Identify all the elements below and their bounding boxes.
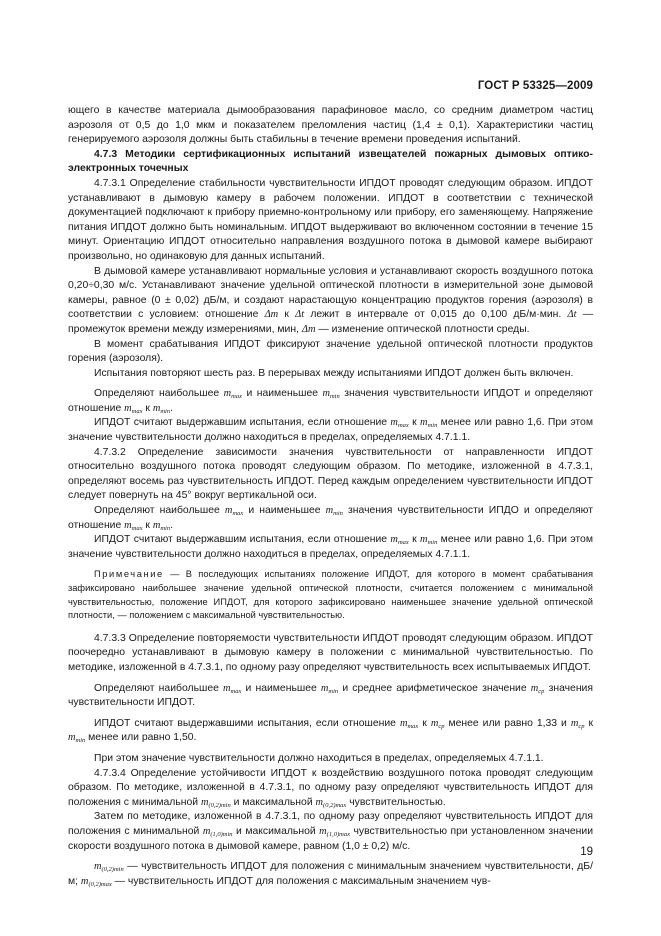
subscript: ср: [438, 722, 445, 730]
subscript: min: [427, 422, 438, 430]
formula-m: [201, 797, 231, 808]
formula-m: [400, 718, 418, 729]
text-run: — промежуток времени между измерениями, мин,: [68, 309, 594, 335]
symbol: m: [124, 519, 132, 531]
formula-m: [68, 732, 85, 743]
subscript: min: [160, 407, 171, 415]
symbol: m: [152, 402, 161, 414]
symbol: m: [80, 875, 89, 887]
formula-m: [571, 718, 585, 729]
symbol: m: [94, 861, 102, 873]
standard-header: ГОСТ Р 53325—2009: [477, 80, 593, 92]
subscript: ср: [578, 722, 585, 730]
text-run: значения чувствительности ИПДОТ.: [68, 682, 593, 709]
text-run: к: [422, 717, 427, 729]
text-run: значения чувствительности ИПДОТ и определяют отношение: [68, 388, 593, 414]
text-run: значения чувствительности ИПДО и определяют отношение: [68, 505, 593, 531]
formula-m: [224, 388, 242, 399]
symbol: m: [390, 534, 398, 546]
subscript: min: [329, 393, 340, 401]
symbol: m: [201, 796, 209, 808]
subscript: max: [397, 422, 409, 430]
formula-m: [81, 876, 112, 887]
symbol: m: [530, 682, 539, 694]
symbol: m: [420, 534, 428, 546]
subscript: max: [131, 407, 143, 415]
text-run: к: [412, 534, 417, 546]
text-run: Затем по методике, изложенной в 4.7.3.1, по одному разу определяют чувствительность ИПДОТ для положения с минимальной: [68, 811, 593, 837]
formula-m: [531, 683, 545, 694]
paragraph-pass-criterion: [68, 416, 593, 445]
text-run: и максимальной: [236, 825, 316, 837]
text-run: к: [588, 717, 594, 729]
subscript: (1,0)max: [326, 830, 350, 838]
text-run: — изменение оптической плотности среды.: [318, 323, 530, 335]
text-run: чувствительностью.: [349, 796, 446, 808]
paragraph: При этом значение чувствительности должно находиться в пределах, определяемых 4.7.1.1.: [94, 752, 544, 764]
note-text: — В последующих испытаниях положение ИПДОТ, для которого в момент срабатывания зафиксировано наибольшее значение удельной оптической плотности, считается положением с минимальной чувствительностью, положение ИПДОТ, для которого зафиксировано наименьшее значение удельной оптической плотности, — положением с максимальной чувствительностью.: [68, 569, 593, 621]
note-label: Примечание: [94, 569, 164, 580]
formula-m: [390, 417, 408, 428]
paragraph-4-7-3-4: [68, 767, 593, 811]
text-run: лежит в интервале от 0,015 до 0,100 дБ/м·мин.: [310, 309, 562, 321]
text-run: менее или равно 1,50.: [88, 732, 197, 744]
subscript: max: [231, 393, 243, 401]
subscript: min: [333, 510, 343, 518]
text-run: менее или равно 1,6. При этом значение чувствительности должно находиться в пределах, определяемых 4.7.1.1.: [68, 534, 593, 560]
text-run: ИПДОТ считают выдержавшим испытания, если отношение: [94, 534, 388, 546]
text-run: Определяют наибольшее: [94, 388, 220, 400]
symbol: m: [325, 505, 334, 517]
symbol: m: [202, 825, 211, 837]
subscript: max: [407, 722, 419, 730]
page-number: 19: [580, 846, 593, 858]
symbol: m: [124, 402, 132, 414]
paragraph-4-7-3-2: 4.7.3.2 Определение зависимости значения чувствительности от направленности ИПДОТ относительно воздушного потока проводят следующим образом. По методике, изложенной в 4.7.3.1, определяют восемь раз чувствительность ИПДОТ. Перед каждым определением чувствительности ИПДОТ следует повернуть на 45° вокруг вертикальной оси.: [68, 446, 593, 502]
paragraph-test-conditions: [68, 265, 593, 338]
paragraph-pass-criterion: [68, 717, 593, 746]
symbol: m: [319, 825, 327, 837]
formula-m: [319, 826, 350, 837]
formula-m: [203, 826, 233, 837]
symbol: m: [322, 388, 330, 400]
subscript: min: [328, 687, 339, 695]
subscript: (0,2)max: [323, 801, 347, 809]
subscript: (0,2)max: [88, 880, 112, 888]
symbol: m: [152, 519, 161, 531]
formula-m: [420, 417, 437, 428]
formula-m: [153, 403, 170, 414]
text-run: Определяют наибольшее: [94, 505, 220, 517]
formula-m: [431, 718, 445, 729]
subscript: ср: [538, 687, 545, 695]
subscript: (0,2)min: [208, 801, 231, 809]
text-run: к: [284, 309, 289, 321]
text-run: и наименьшее: [248, 505, 321, 517]
text-run: и максимальной: [233, 796, 313, 808]
text-run: ИПДОТ считают выдержавшими испытания, если отношение: [94, 717, 396, 729]
formula-m: [321, 683, 338, 694]
text-run: — чувствительность ИПДОТ для положения с максимальным значением чув-: [114, 875, 491, 887]
symbol: m: [430, 717, 439, 729]
formula-m: [420, 534, 437, 545]
text-run: — чувствительность ИПДОТ для положения с минимальным значением чувствительности, дБ/м;: [68, 861, 593, 887]
formula-m: [316, 797, 347, 808]
formula-m: [94, 861, 124, 872]
formula-m: [322, 388, 339, 399]
paragraph: [68, 810, 593, 854]
note: [68, 568, 593, 622]
subscript: max: [397, 539, 409, 547]
paragraph-4-7-3-1: 4.7.3.1 Определение стабильности чувствительности ИПДОТ проводят следующим образом. ИПДОТ устанавливают в дымовую камеру в рабочем положении. ИПДОТ в соответствии с технической документацией подключают к прибору приемно-контрольному или прибору, его заменяющему. Напряжение питания ИПДОТ должно быть номинальным. ИПДОТ выдерживают во включенном состоянии в течение 15 минут. Ориентацию ИПДОТ относительно направления воздушного потока в дымовой камере выбирают произвольно, но одинаковую для данных испытаний.: [68, 177, 593, 262]
formula-m: [223, 683, 241, 694]
symbol: m: [570, 717, 579, 729]
text-run: и наименьшее: [245, 682, 317, 694]
paragraph-4-7-3-3: 4.7.3.3 Определение повторяемости чувствительности ИПДОТ проводят следующим образом. ИПДОТ поочередно устанавливают в дымовую камеру в положении с минимальной чувствительностью. По методике, изложенной в 4.7.3.1, по одному разу определяют чувствительность всех испытываемых ИПДОТ.: [68, 632, 593, 673]
paragraph-ratio: Определяют наибольшее $m_{max}$ и наименьшее $m_{min}$ значения чувствительности ИПДО и определяют отношение $m_{max}$ к $m_{min}$.: [68, 505, 593, 532]
text-run: Определяют наибольшее: [94, 682, 219, 694]
subscript: (0,2)min: [101, 866, 124, 874]
document-body: [68, 104, 593, 889]
symbol: m: [223, 388, 232, 400]
formula-m: [153, 520, 170, 531]
subscript: max: [131, 524, 143, 532]
text-run: к: [412, 417, 417, 429]
text-run: менее или равно 1,33 и: [448, 717, 567, 729]
subscript: max: [232, 510, 244, 518]
symbol: m: [68, 732, 76, 744]
symbol: m: [224, 505, 233, 517]
paragraph: ющего в качестве материала дымообразования парафиновое масло, со средним диаметром частиц аэрозоля от 0,5 до 1,0 мкм и показателем преломления частиц (1,4 ± 0,1). Характеристики частиц генерируемого аэрозоля должны быть стабильны в течение времени проведения испытаний.: [68, 105, 593, 146]
text-run: ИПДОТ считают выдержавшим испытания, если отношение: [94, 417, 388, 429]
subscript: min: [427, 539, 438, 547]
paragraph: В момент срабатывания ИПДОТ фиксируют значение удельной оптической плотности продуктов горения (аэрозоля).: [68, 338, 593, 365]
symbol: m: [320, 682, 329, 694]
subscript: min: [75, 737, 86, 745]
formula-m: [124, 403, 142, 414]
text-run: чувствительностью при установленном значении скорости воздушного потока в дымовой камере, равном (1,0 ± 0,2) м/с.: [68, 825, 594, 852]
paragraph-ratio: [68, 682, 593, 711]
paragraph-pass-criterion: [68, 533, 593, 562]
section-heading-4-7-3: 4.7.3 Методики сертификационных испытаний извещателей пожарных дымовых оптико-электронных точечных: [68, 148, 593, 175]
text-run: 4.7.3.4 Определение устойчивости ИПДОТ к воздействию воздушного потока проводят следующим образом. По методике, изложенной в 4.7.3.1, по одному разу определяют чувствительность ИПДОТ для положения с минимальной: [68, 767, 593, 808]
symbol: m: [399, 717, 408, 729]
paragraph-definitions: [68, 860, 593, 889]
symbol: m: [420, 417, 428, 429]
text-run: В дымовой камере устанавливают нормальные условия и устанавливают скорость воздушного потока 0,20÷0,30 м/с. Устанавливают значение удельной оптической плотности в измерительной зоне дымовой камеры, равное (0 ± 0,02) дБ/м, и создают нарастающую концентрацию продуктов горения (аэрозоля) в соответствии с условием: отношение: [68, 265, 593, 321]
formula-delta-t: Δt: [567, 309, 577, 321]
subscript: (1,0)min: [210, 830, 233, 838]
text-run: менее или равно 1,6. При этом значение чувствительности должно находиться в пределах, определяемых 4.7.1.1.: [68, 417, 593, 444]
formula-delta-m: Δm: [264, 309, 279, 321]
text-run: и среднее арифметическое значение: [342, 682, 527, 694]
subscript: max: [230, 687, 242, 695]
text-run: к: [145, 519, 150, 531]
symbol: m: [223, 682, 231, 694]
text-run: и наименьшее: [246, 388, 319, 400]
formula-m: [225, 505, 243, 516]
formula-m: [124, 520, 142, 531]
paragraph: Испытания повторяют шесть раз. В перерывах между испытаниями ИПДОТ должен быть включен.: [94, 367, 574, 379]
formula-delta-t: Δt: [295, 309, 305, 321]
symbol: m: [315, 796, 324, 808]
formula-m: [390, 534, 408, 545]
symbol: m: [390, 417, 398, 429]
paragraph-ratio: Определяют наибольшее $m_{max}$ и наименьшее $m_{min}$ значения чувствительности ИПДОТ и определяют отношение $m_{max}$ к $m_{min}$.: [68, 388, 593, 415]
text-run: к: [145, 402, 150, 414]
subscript: min: [160, 524, 171, 532]
formula-delta-m: Δm: [301, 323, 316, 335]
formula-m: [326, 505, 343, 516]
